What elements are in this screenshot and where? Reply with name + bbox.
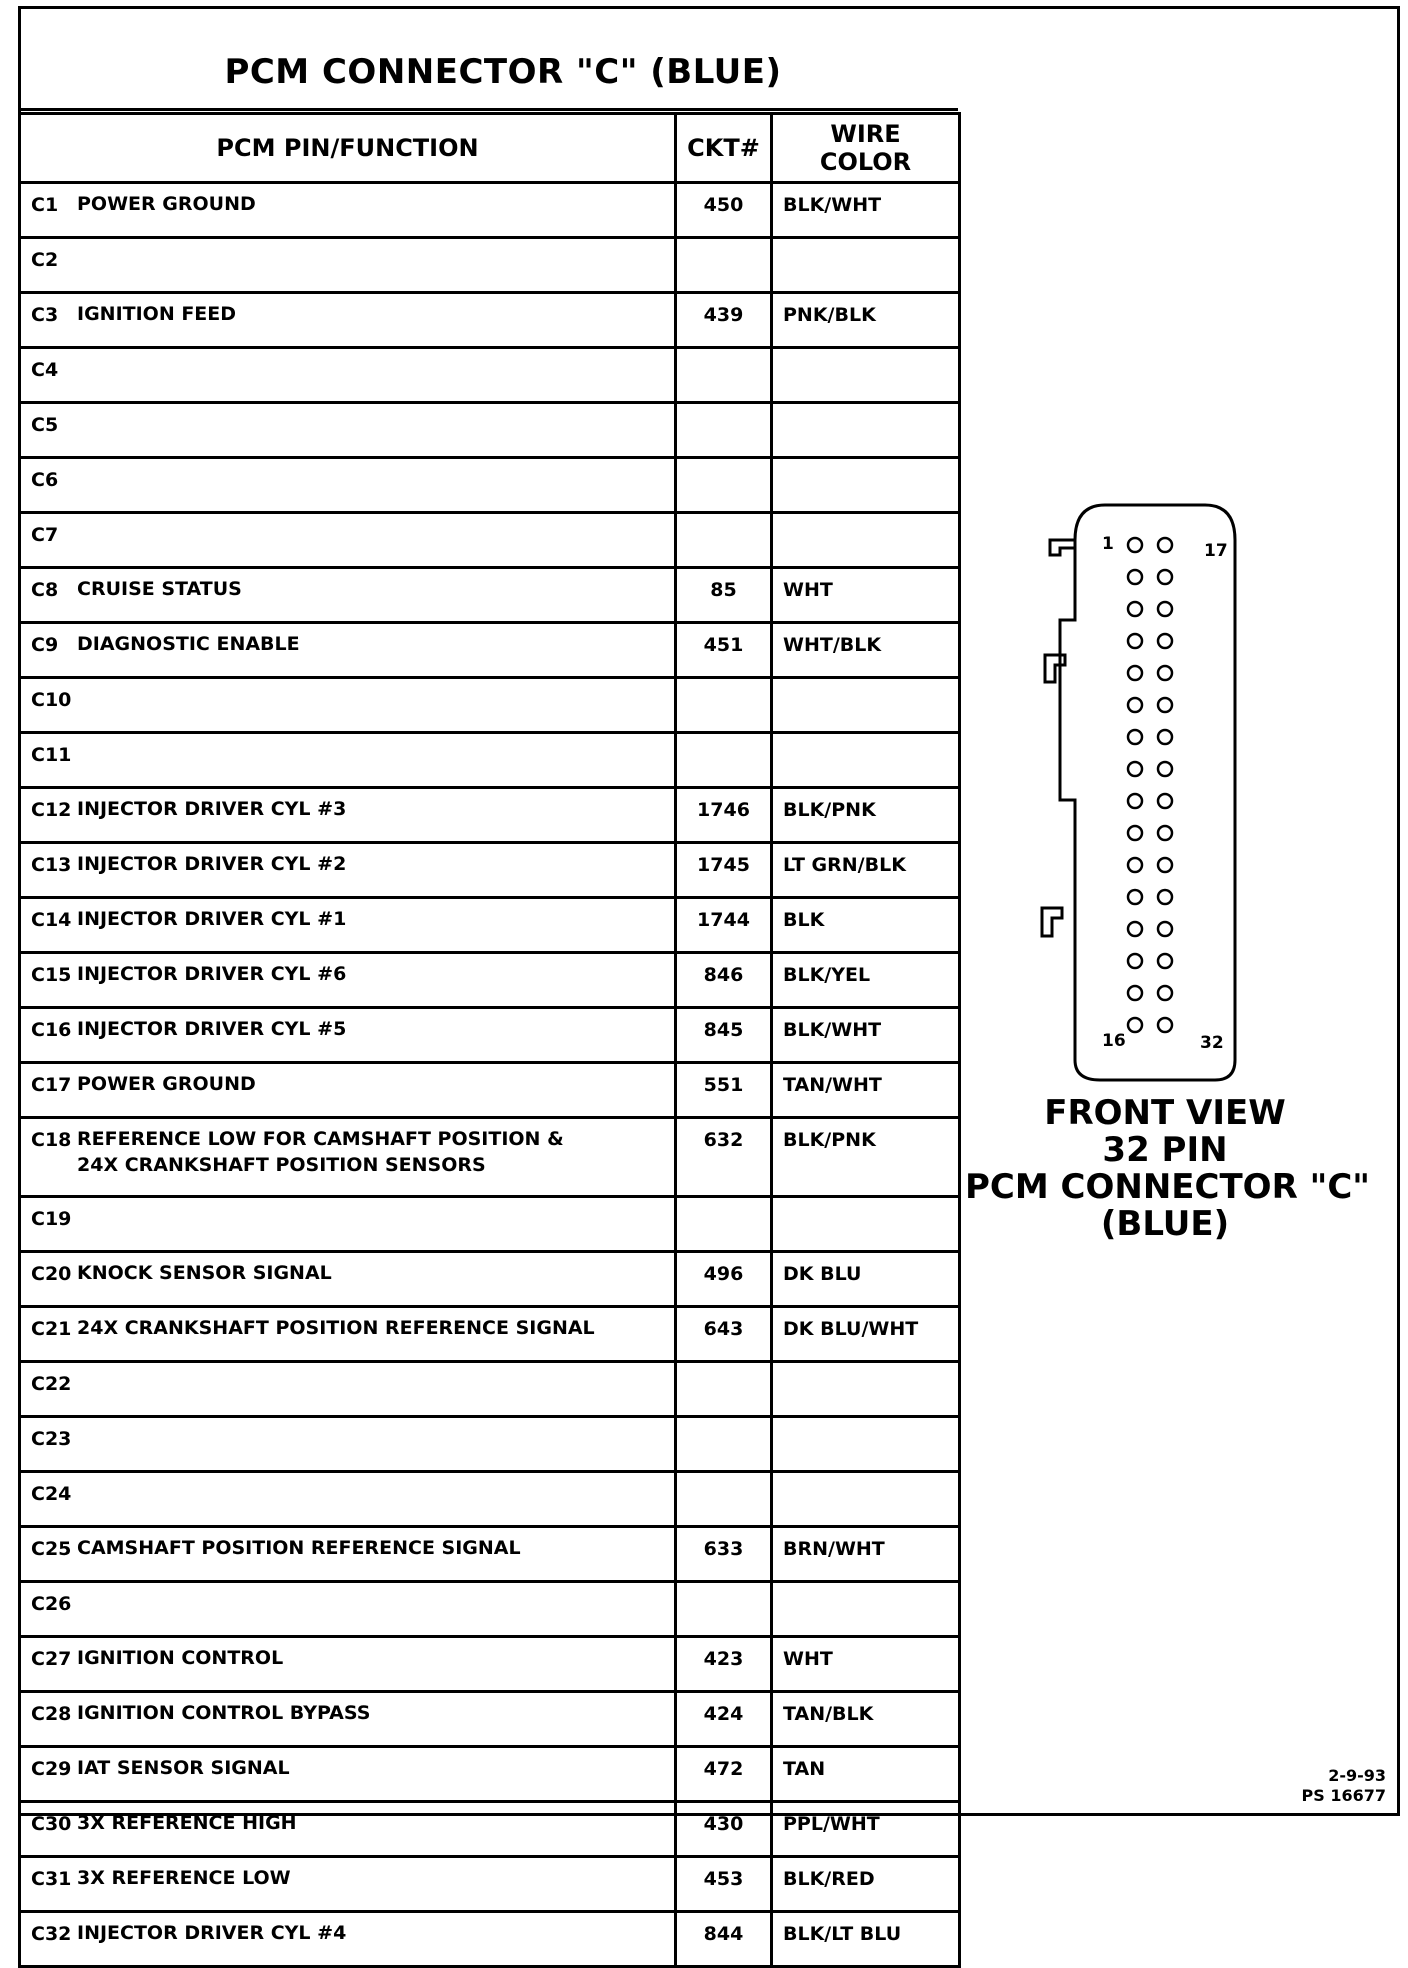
circuit-number <box>676 458 772 513</box>
function-cell <box>20 678 676 733</box>
wire-color: BRN/WHT <box>772 1527 960 1582</box>
pin-hole <box>1158 762 1172 776</box>
pin-function: CRUISE STATUS <box>77 578 242 600</box>
circuit-number <box>676 1197 772 1252</box>
pin-function: INJECTOR DRIVER CYL #6 <box>77 963 347 985</box>
wire-color <box>772 1197 960 1252</box>
wire-color: PNK/BLK <box>772 293 960 348</box>
pin-hole <box>1158 1018 1172 1032</box>
pin-hole <box>1158 922 1172 936</box>
pin-id: C11 <box>31 744 72 766</box>
circuit-number <box>676 1362 772 1417</box>
table-row <box>20 1362 960 1417</box>
table-row <box>20 898 960 953</box>
header-wire-color: WIRE COLOR <box>772 114 960 183</box>
table-header-row <box>20 114 960 183</box>
table-row <box>20 458 960 513</box>
function-cell <box>20 293 676 348</box>
pin-hole <box>1158 858 1172 872</box>
wire-color: TAN <box>772 1747 960 1802</box>
table-row <box>20 1063 960 1118</box>
connector-caption <box>965 1093 1370 1244</box>
pin-id: C4 <box>31 359 59 381</box>
function-cell <box>20 1692 676 1747</box>
function-cell <box>20 1197 676 1252</box>
wire-color <box>772 348 960 403</box>
caption-line-1: FRONT VIEW <box>1044 1093 1286 1133</box>
pin-label-1: 1 <box>1102 534 1114 554</box>
table-row <box>20 733 960 788</box>
table-row <box>20 183 960 238</box>
function-cell <box>20 1118 676 1197</box>
function-cell <box>20 1063 676 1118</box>
circuit-number: 424 <box>676 1692 772 1747</box>
pin-function: POWER GROUND <box>77 193 256 215</box>
pin-hole <box>1128 666 1142 680</box>
table-row <box>20 568 960 623</box>
wire-color: WHT <box>772 568 960 623</box>
circuit-number <box>676 513 772 568</box>
circuit-number: 1746 <box>676 788 772 843</box>
pin-function: 24X CRANKSHAFT POSITION REFERENCE SIGNAL <box>77 1317 595 1339</box>
table-row <box>20 1252 960 1307</box>
table-row <box>20 348 960 403</box>
pin-id: C9 <box>31 634 59 656</box>
pin-function: IGNITION CONTROL BYPASS <box>77 1702 371 1724</box>
wire-color: BLK/RED <box>772 1857 960 1912</box>
circuit-number <box>676 733 772 788</box>
wire-color: TAN/BLK <box>772 1692 960 1747</box>
pin-function: 3X REFERENCE HIGH <box>77 1812 297 1834</box>
pin-id: C30 <box>31 1813 72 1835</box>
footer-date: 2-9-93 <box>1328 1766 1386 1785</box>
pin-id: C16 <box>31 1019 72 1041</box>
caption-line-3: PCM CONNECTOR "C" <box>965 1167 1370 1207</box>
wire-color <box>772 1362 960 1417</box>
pin-function: INJECTOR DRIVER CYL #1 <box>77 908 347 930</box>
pin-hole <box>1128 634 1142 648</box>
circuit-number: 844 <box>676 1912 772 1967</box>
wire-color: LT GRN/BLK <box>772 843 960 898</box>
circuit-number: 453 <box>676 1857 772 1912</box>
function-cell <box>20 1747 676 1802</box>
function-cell <box>20 953 676 1008</box>
pin-id: C8 <box>31 579 59 601</box>
pin-label-32: 32 <box>1200 1033 1224 1053</box>
header-ckt: CKT# <box>676 114 772 183</box>
circuit-number: 845 <box>676 1008 772 1063</box>
pin-hole <box>1128 762 1142 776</box>
table-row <box>20 1417 960 1472</box>
pin-function: POWER GROUND <box>77 1073 256 1095</box>
pin-id: C27 <box>31 1648 72 1670</box>
title-divider <box>18 108 958 111</box>
pin-hole <box>1128 890 1142 904</box>
page-title: PCM CONNECTOR "C" (BLUE) <box>224 52 782 92</box>
circuit-number: 430 <box>676 1802 772 1857</box>
table-row <box>20 843 960 898</box>
pin-id: C29 <box>31 1758 72 1780</box>
wire-color: DK BLU/WHT <box>772 1307 960 1362</box>
function-cell <box>20 1582 676 1637</box>
pin-hole <box>1128 730 1142 744</box>
pin-hole <box>1158 730 1172 744</box>
pin-hole <box>1128 698 1142 712</box>
pin-table <box>18 112 961 1968</box>
pin-id: C26 <box>31 1593 72 1615</box>
pin-id: C13 <box>31 854 72 876</box>
pin-id: C1 <box>31 194 59 216</box>
circuit-number <box>676 1582 772 1637</box>
circuit-number: 1744 <box>676 898 772 953</box>
circuit-number: 1745 <box>676 843 772 898</box>
pin-function: 3X REFERENCE LOW <box>77 1867 291 1889</box>
pin-hole <box>1128 986 1142 1000</box>
function-cell <box>20 403 676 458</box>
circuit-number: 551 <box>676 1063 772 1118</box>
table-row <box>20 1472 960 1527</box>
pin-hole <box>1158 794 1172 808</box>
wire-color <box>772 733 960 788</box>
pin-hole <box>1128 922 1142 936</box>
pin-id: C5 <box>31 414 59 436</box>
circuit-number: 472 <box>676 1747 772 1802</box>
table-row <box>20 788 960 843</box>
function-cell <box>20 568 676 623</box>
pin-id: C17 <box>31 1074 72 1096</box>
footer-code: PS 16677 <box>1301 1786 1386 1805</box>
pin-label-16: 16 <box>1102 1031 1126 1051</box>
table-row <box>20 1582 960 1637</box>
function-cell <box>20 458 676 513</box>
pin-id: C23 <box>31 1428 72 1450</box>
pin-function: KNOCK SENSOR SIGNAL <box>77 1262 332 1284</box>
pin-id: C6 <box>31 469 59 491</box>
wire-color: TAN/WHT <box>772 1063 960 1118</box>
function-cell <box>20 1912 676 1967</box>
pin-hole <box>1158 986 1172 1000</box>
function-cell <box>20 733 676 788</box>
table-row <box>20 1197 960 1252</box>
pin-label-17: 17 <box>1204 541 1228 561</box>
wire-color <box>772 1417 960 1472</box>
pin-hole <box>1158 538 1172 552</box>
function-cell <box>20 1008 676 1063</box>
circuit-number: 423 <box>676 1637 772 1692</box>
wire-color: WHT <box>772 1637 960 1692</box>
function-cell <box>20 1527 676 1582</box>
table-row <box>20 1008 960 1063</box>
pin-function: IAT SENSOR SIGNAL <box>77 1757 290 1779</box>
wire-color <box>772 1582 960 1637</box>
circuit-number: 85 <box>676 568 772 623</box>
table-row <box>20 678 960 733</box>
pin-hole <box>1128 1018 1142 1032</box>
circuit-number: 496 <box>676 1252 772 1307</box>
table-row <box>20 293 960 348</box>
circuit-number <box>676 403 772 458</box>
function-cell <box>20 788 676 843</box>
wire-color: BLK/WHT <box>772 183 960 238</box>
circuit-number <box>676 1472 772 1527</box>
wire-color: BLK/PNK <box>772 1118 960 1197</box>
table-row <box>20 403 960 458</box>
circuit-number: 439 <box>676 293 772 348</box>
pin-function: INJECTOR DRIVER CYL #5 <box>77 1018 347 1040</box>
function-cell <box>20 898 676 953</box>
wire-color <box>772 678 960 733</box>
table-row <box>20 1118 960 1197</box>
wire-color: BLK <box>772 898 960 953</box>
circuit-number <box>676 1417 772 1472</box>
pin-id: C7 <box>31 524 59 546</box>
pin-function: DIAGNOSTIC ENABLE <box>77 633 300 655</box>
pin-hole <box>1158 698 1172 712</box>
wire-color: PPL/WHT <box>772 1802 960 1857</box>
pin-id: C15 <box>31 964 72 986</box>
pin-hole <box>1158 602 1172 616</box>
pin-id: C20 <box>31 1263 72 1285</box>
pin-function: IGNITION CONTROL <box>77 1647 284 1669</box>
pin-hole <box>1128 826 1142 840</box>
table-row <box>20 953 960 1008</box>
function-cell <box>20 843 676 898</box>
function-cell <box>20 1307 676 1362</box>
function-cell <box>20 513 676 568</box>
pin-id: C28 <box>31 1703 72 1725</box>
pin-id: C24 <box>31 1483 72 1505</box>
function-cell <box>20 1472 676 1527</box>
circuit-number: 633 <box>676 1527 772 1582</box>
wire-color: BLK/WHT <box>772 1008 960 1063</box>
pin-hole <box>1158 666 1172 680</box>
pin-hole <box>1158 634 1172 648</box>
connector-pin-holes <box>1128 538 1172 1032</box>
pin-id: C19 <box>31 1208 72 1230</box>
pin-id: C31 <box>31 1868 72 1890</box>
table-row <box>20 1692 960 1747</box>
pin-id: C10 <box>31 689 72 711</box>
document-footer <box>1302 1766 1386 1806</box>
pin-function: INJECTOR DRIVER CYL #2 <box>77 853 347 875</box>
function-cell <box>20 623 676 678</box>
pin-id: C22 <box>31 1373 72 1395</box>
pin-function: INJECTOR DRIVER CYL #4 <box>77 1922 347 1944</box>
circuit-number: 643 <box>676 1307 772 1362</box>
wire-color: WHT/BLK <box>772 623 960 678</box>
function-cell <box>20 348 676 403</box>
table-row <box>20 1747 960 1802</box>
pin-hole <box>1158 826 1172 840</box>
wire-color: BLK/YEL <box>772 953 960 1008</box>
circuit-number <box>676 348 772 403</box>
pin-hole <box>1158 890 1172 904</box>
circuit-number: 451 <box>676 623 772 678</box>
pin-hole <box>1158 954 1172 968</box>
pin-id: C2 <box>31 249 59 271</box>
table-row <box>20 1802 960 1857</box>
function-cell <box>20 1857 676 1912</box>
circuit-number <box>676 238 772 293</box>
function-cell <box>20 238 676 293</box>
wire-color <box>772 1472 960 1527</box>
pin-hole <box>1128 954 1142 968</box>
pin-function: INJECTOR DRIVER CYL #3 <box>77 798 347 820</box>
table-row <box>20 1857 960 1912</box>
function-cell <box>20 1362 676 1417</box>
pin-table-body <box>20 183 960 1967</box>
circuit-number: 846 <box>676 953 772 1008</box>
function-cell <box>20 1802 676 1857</box>
function-cell <box>20 1417 676 1472</box>
circuit-number: 632 <box>676 1118 772 1197</box>
caption-line-4: (BLUE) <box>1100 1204 1230 1244</box>
pin-id: C32 <box>31 1923 72 1945</box>
wire-color <box>772 238 960 293</box>
table-row <box>20 1637 960 1692</box>
table-row <box>20 238 960 293</box>
connector-front-view-diagram <box>1030 500 1270 1090</box>
pin-hole <box>1158 570 1172 584</box>
wire-color <box>772 458 960 513</box>
header-function: PCM PIN/FUNCTION <box>20 114 676 183</box>
table-row <box>20 623 960 678</box>
circuit-number <box>676 678 772 733</box>
wire-color <box>772 403 960 458</box>
pin-function: IGNITION FEED <box>77 303 237 325</box>
pin-hole <box>1128 858 1142 872</box>
table-row <box>20 1912 960 1967</box>
pin-id: C3 <box>31 304 59 326</box>
pin-id: C14 <box>31 909 72 931</box>
table-row <box>20 1527 960 1582</box>
pin-hole <box>1128 602 1142 616</box>
function-cell <box>20 1252 676 1307</box>
pin-id: C12 <box>31 799 72 821</box>
pin-id: C21 <box>31 1318 72 1340</box>
wire-color: BLK/PNK <box>772 788 960 843</box>
function-cell <box>20 1637 676 1692</box>
pin-function: REFERENCE LOW FOR CAMSHAFT POSITION & 24X CRANKSHAFT POSITION SENSORS <box>77 1128 564 1176</box>
function-cell <box>20 183 676 238</box>
circuit-number: 450 <box>676 183 772 238</box>
table-row <box>20 1307 960 1362</box>
pin-function: CAMSHAFT POSITION REFERENCE SIGNAL <box>77 1537 521 1559</box>
wire-color: DK BLU <box>772 1252 960 1307</box>
pin-id: C18 <box>31 1129 72 1151</box>
pin-hole <box>1128 794 1142 808</box>
pin-id: C25 <box>31 1538 72 1560</box>
pin-hole <box>1128 570 1142 584</box>
wire-color <box>772 513 960 568</box>
caption-line-2: 32 PIN <box>1102 1130 1228 1170</box>
pin-hole <box>1128 538 1142 552</box>
table-row <box>20 513 960 568</box>
wire-color: BLK/LT BLU <box>772 1912 960 1967</box>
